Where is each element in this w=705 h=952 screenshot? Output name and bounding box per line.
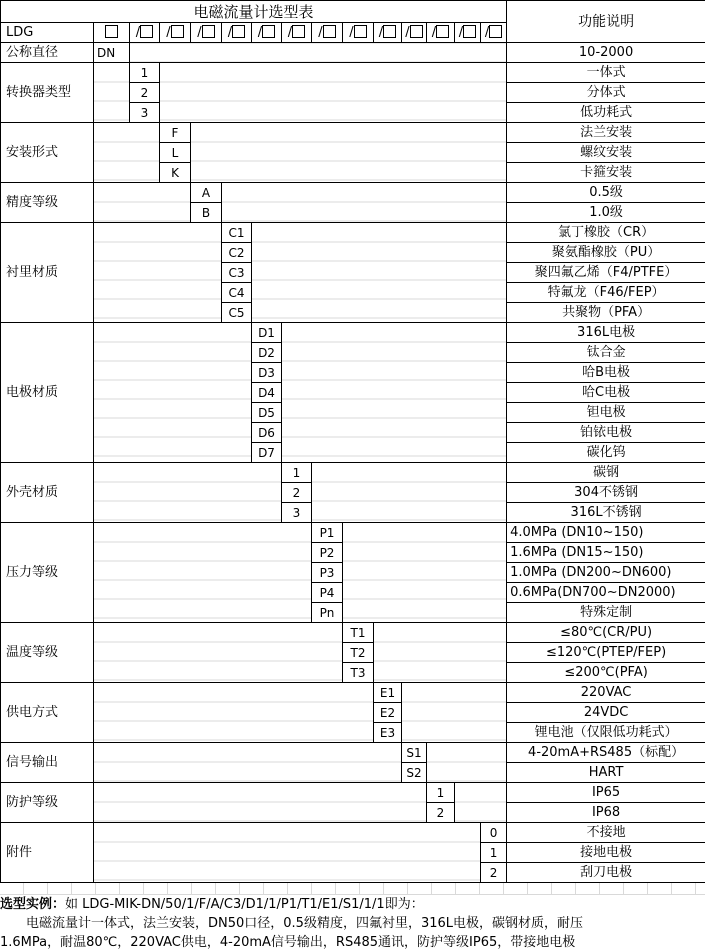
slash-mark: /: [227, 25, 233, 40]
row-label: 衬里材质: [1, 223, 94, 323]
blank-area: [252, 223, 507, 323]
description-cell: 聚四氟乙烯（F4/PTFE）: [507, 263, 705, 283]
description-cell: 316L不锈钢: [507, 503, 705, 523]
code-cell: 1: [282, 463, 312, 483]
checkbox-icon: [436, 25, 449, 38]
description-cell: 接地电极: [507, 843, 705, 863]
description-cell: 共聚物（PFA）: [507, 303, 705, 323]
row-label: 防护等级: [1, 783, 94, 823]
code-cell: T1: [343, 623, 374, 643]
description-cell: 一体式: [507, 63, 705, 83]
description-cell: ≤120℃(PTEP/FEP): [507, 643, 705, 663]
code-cell: K: [160, 163, 191, 183]
model-box-cell: [455, 23, 481, 43]
description-cell: 0.5级: [507, 183, 705, 203]
blank-area: [94, 683, 374, 743]
description-cell: 哈C电极: [507, 383, 705, 403]
model-box-cell: [160, 23, 191, 43]
code-cell: P3: [312, 563, 343, 583]
code-cell: Pn: [312, 603, 343, 623]
description-cell: 碳钢: [507, 463, 705, 483]
description-cell: IP65: [507, 783, 705, 803]
checkbox-icon: [383, 25, 396, 38]
description-cell: ≤200℃(PFA): [507, 663, 705, 683]
description-cell: ≤80℃(CR/PU): [507, 623, 705, 643]
model-box-cell: [427, 23, 455, 43]
model-box-cell: [191, 23, 222, 43]
code-cell: F: [160, 123, 191, 143]
checkbox-icon: [262, 25, 275, 38]
row-label: 温度等级: [1, 623, 94, 683]
description-cell: 碳化钨: [507, 443, 705, 463]
code-cell: 1: [130, 63, 160, 83]
description-cell: 钛合金: [507, 343, 705, 363]
code-cell: T3: [343, 663, 374, 683]
model-box-cell: [481, 23, 507, 43]
model-box-cell: [94, 23, 130, 43]
row-label: 公称直径: [1, 43, 94, 63]
example-section: [0, 883, 705, 952]
code-cell: P1: [312, 523, 343, 543]
description-cell: 螺纹安装: [507, 143, 705, 163]
code-cell: D2: [252, 343, 282, 363]
checkbox-icon: [140, 25, 153, 38]
checkbox-icon: [463, 25, 476, 38]
description-cell: 聚氨酯橡胶（PU）: [507, 243, 705, 263]
blank-area: [94, 463, 282, 523]
description-cell: 刮刀电极: [507, 863, 705, 883]
row-label: 外壳材质: [1, 463, 94, 523]
model-box-cell: [312, 23, 343, 43]
description-cell: 4-20mA+RS485（标配）: [507, 743, 705, 763]
example-code: 如 LDG-MIK-DN/50/1/F/A/C3/D1/1/P1/T1/E1/S1/1/1即为：: [65, 897, 424, 912]
description-cell: 法兰安装: [507, 123, 705, 143]
code-cell: 3: [282, 503, 312, 523]
description-cell: 不接地: [507, 823, 705, 843]
description-cell: 氯丁橡胶（CR）: [507, 223, 705, 243]
slash-mark: /: [431, 25, 437, 40]
code-cell: S2: [402, 763, 427, 783]
checkbox-icon: [354, 25, 367, 38]
code-cell: D1: [252, 323, 282, 343]
description-cell: 1.0级: [507, 203, 705, 223]
blank-area: [94, 823, 481, 883]
row-label: 供电方式: [1, 683, 94, 743]
code-cell: C3: [222, 263, 252, 283]
row-label: 压力等级: [1, 523, 94, 623]
checkbox-icon: [105, 25, 118, 38]
table-title: 电磁流量计选型表: [1, 1, 507, 23]
description-cell: 316L电极: [507, 323, 705, 343]
example-line: 电磁流量计一体式，法兰安装，DN50口径，0.5级精度，四氟衬里，316L电极，碳钢材质，耐压: [26, 916, 584, 931]
function-column-header: 功能说明: [507, 1, 705, 43]
blank-area: [282, 323, 507, 463]
code-cell: 2: [481, 863, 507, 883]
example-label: 选型实例：: [0, 897, 66, 912]
description-cell: 1.0MPa (DN200~DN600): [507, 563, 705, 583]
description-cell: HART: [507, 763, 705, 783]
code-cell: D7: [252, 443, 282, 463]
code-cell: C2: [222, 243, 252, 263]
example-heading: [0, 895, 705, 914]
code-cell: C1: [222, 223, 252, 243]
blank-area: [191, 123, 507, 183]
code-cell: 1: [481, 843, 507, 863]
sheet-gridlines: [0, 883, 705, 895]
description-cell: 低功耗式: [507, 103, 705, 123]
blank-area: [94, 623, 343, 683]
description-cell: 卡箍安装: [507, 163, 705, 183]
description-cell: 特氟龙（F46/FEP）: [507, 283, 705, 303]
description-cell: 1.6MPa (DN15~150): [507, 543, 705, 563]
model-box-cell: [343, 23, 374, 43]
slash-mark: /: [378, 25, 384, 40]
checkbox-icon: [171, 25, 184, 38]
blank-area: [402, 683, 507, 743]
code-cell: D4: [252, 383, 282, 403]
description-cell: 哈B电极: [507, 363, 705, 383]
code-cell: 2: [130, 83, 160, 103]
blank-area: [130, 43, 507, 63]
model-box-cell: [252, 23, 282, 43]
code-cell: P2: [312, 543, 343, 563]
checkbox-icon: [232, 25, 245, 38]
checkbox-icon: [489, 25, 502, 38]
description-cell: 4.0MPa (DN10~150): [507, 523, 705, 543]
model-box-cell: [402, 23, 427, 43]
blank-area: [312, 463, 507, 523]
code-cell: 1: [427, 783, 455, 803]
slash-mark: /: [257, 25, 263, 40]
model-box-cell: [130, 23, 160, 43]
code-cell: T2: [343, 643, 374, 663]
code-cell: S1: [402, 743, 427, 763]
code-cell: E2: [374, 703, 402, 723]
model-box-cell: [374, 23, 402, 43]
blank-area: [160, 63, 507, 123]
code-cell: D5: [252, 403, 282, 423]
code-cell: C5: [222, 303, 252, 323]
slash-mark: /: [197, 25, 202, 40]
code-cell: 0: [481, 823, 507, 843]
code-cell: B: [191, 203, 222, 223]
description-cell: IP68: [507, 803, 705, 823]
slash-mark: /: [405, 25, 410, 40]
description-cell: 锂电池（仅限低功耗式）: [507, 723, 705, 743]
blank-area: [222, 183, 507, 223]
checkbox-icon: [202, 25, 215, 38]
code-cell: DN: [94, 43, 130, 63]
blank-area: [374, 623, 507, 683]
code-cell: D6: [252, 423, 282, 443]
code-cell: E1: [374, 683, 402, 703]
code-cell: E3: [374, 723, 402, 743]
code-cell: L: [160, 143, 191, 163]
description-cell: 220VAC: [507, 683, 705, 703]
slash-mark: /: [135, 25, 141, 40]
row-label: 信号输出: [1, 743, 94, 783]
blank-area: [94, 183, 191, 223]
blank-area: [343, 523, 507, 623]
code-cell: C4: [222, 283, 252, 303]
code-cell: 2: [282, 483, 312, 503]
model-box-cell: [222, 23, 252, 43]
checkbox-icon: [292, 25, 305, 38]
description-cell: 铂铱电极: [507, 423, 705, 443]
blank-area: [455, 783, 507, 823]
example-line: 1.6MPa，耐温80℃，220VAC供电，4-20mA信号输出，RS485通讯，防护等级IP65，带接地电极: [0, 935, 576, 950]
code-cell: P4: [312, 583, 343, 603]
description-cell: 分体式: [507, 83, 705, 103]
blank-area: [94, 323, 252, 463]
slash-mark: /: [458, 25, 464, 40]
description-cell: 钽电极: [507, 403, 705, 423]
blank-area: [94, 783, 427, 823]
description-cell: 0.6MPa(DN700~DN2000): [507, 583, 705, 603]
checkbox-icon: [323, 25, 336, 38]
ldg-label: LDG: [1, 23, 94, 43]
code-cell: 2: [427, 803, 455, 823]
row-label: 转换器类型: [1, 63, 94, 123]
slash-mark: /: [166, 25, 171, 40]
description-cell: 304不锈钢: [507, 483, 705, 503]
blank-area: [94, 123, 160, 183]
slash-mark: /: [318, 25, 323, 40]
code-cell: 3: [130, 103, 160, 123]
blank-area: [94, 63, 130, 123]
row-label: 附件: [1, 823, 94, 883]
description-cell: 24VDC: [507, 703, 705, 723]
description-cell: 10-2000: [507, 43, 705, 63]
slash-mark: /: [287, 25, 293, 40]
code-cell: A: [191, 183, 222, 203]
checkbox-icon: [410, 25, 423, 38]
row-label: 安装形式: [1, 123, 94, 183]
blank-area: [94, 223, 222, 323]
row-label: 精度等级: [1, 183, 94, 223]
slash-mark: /: [349, 25, 354, 40]
model-box-cell: [282, 23, 312, 43]
slash-mark: /: [484, 25, 490, 40]
row-label: 电极材质: [1, 323, 94, 463]
description-cell: 特殊定制: [507, 603, 705, 623]
blank-area: [94, 523, 312, 623]
code-cell: D3: [252, 363, 282, 383]
blank-area: [94, 743, 402, 783]
blank-area: [427, 743, 507, 783]
